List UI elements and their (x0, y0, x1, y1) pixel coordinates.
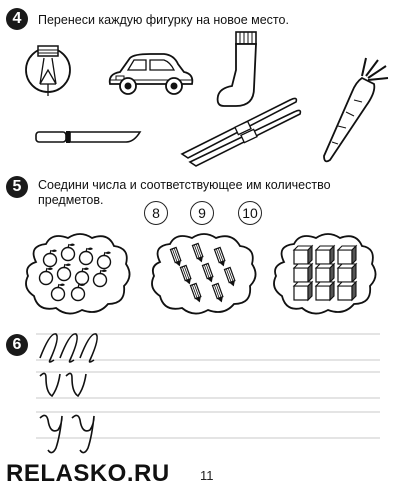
cube-icon (316, 246, 334, 264)
skis-icon (178, 94, 302, 164)
cube-group (294, 246, 356, 300)
pencil-cloud[interactable] (146, 232, 260, 316)
apple-cloud[interactable] (22, 232, 134, 316)
task-4-instruction: Перенеси каждую фигурку на новое место. (38, 13, 289, 27)
cursive-l-row (40, 334, 97, 362)
task-6-badge: 6 (6, 334, 28, 356)
cursive-v-row (40, 373, 86, 396)
cube-icon (294, 246, 312, 264)
number-8-circle[interactable]: 8 (144, 201, 168, 225)
cube-icon (338, 264, 356, 282)
task-5-instruction-line1: Соедини числа и соответствующее им количество (38, 178, 331, 192)
cursive-y-row (40, 415, 94, 452)
lightbulb-icon (20, 40, 76, 110)
carrot-icon (316, 56, 392, 166)
cube-icon (338, 282, 356, 300)
knife-icon (34, 126, 144, 148)
cube-icon (316, 282, 334, 300)
task-4-badge: 4 (6, 8, 28, 30)
cube-icon (294, 264, 312, 282)
car-icon (104, 50, 196, 100)
page-number: 11 (200, 468, 214, 483)
task-5-instruction-line2: предметов. (38, 193, 104, 207)
task-5-badge: 5 (6, 176, 28, 198)
cube-cloud[interactable] (270, 232, 380, 316)
number-9-circle[interactable]: 9 (190, 201, 214, 225)
number-10-circle[interactable]: 10 (238, 201, 262, 225)
handwriting-practice-area[interactable] (28, 326, 380, 462)
cube-icon (294, 282, 312, 300)
cube-icon (338, 246, 356, 264)
cube-icon (316, 264, 334, 282)
brand-watermark: RELASKO.RU (6, 460, 170, 487)
